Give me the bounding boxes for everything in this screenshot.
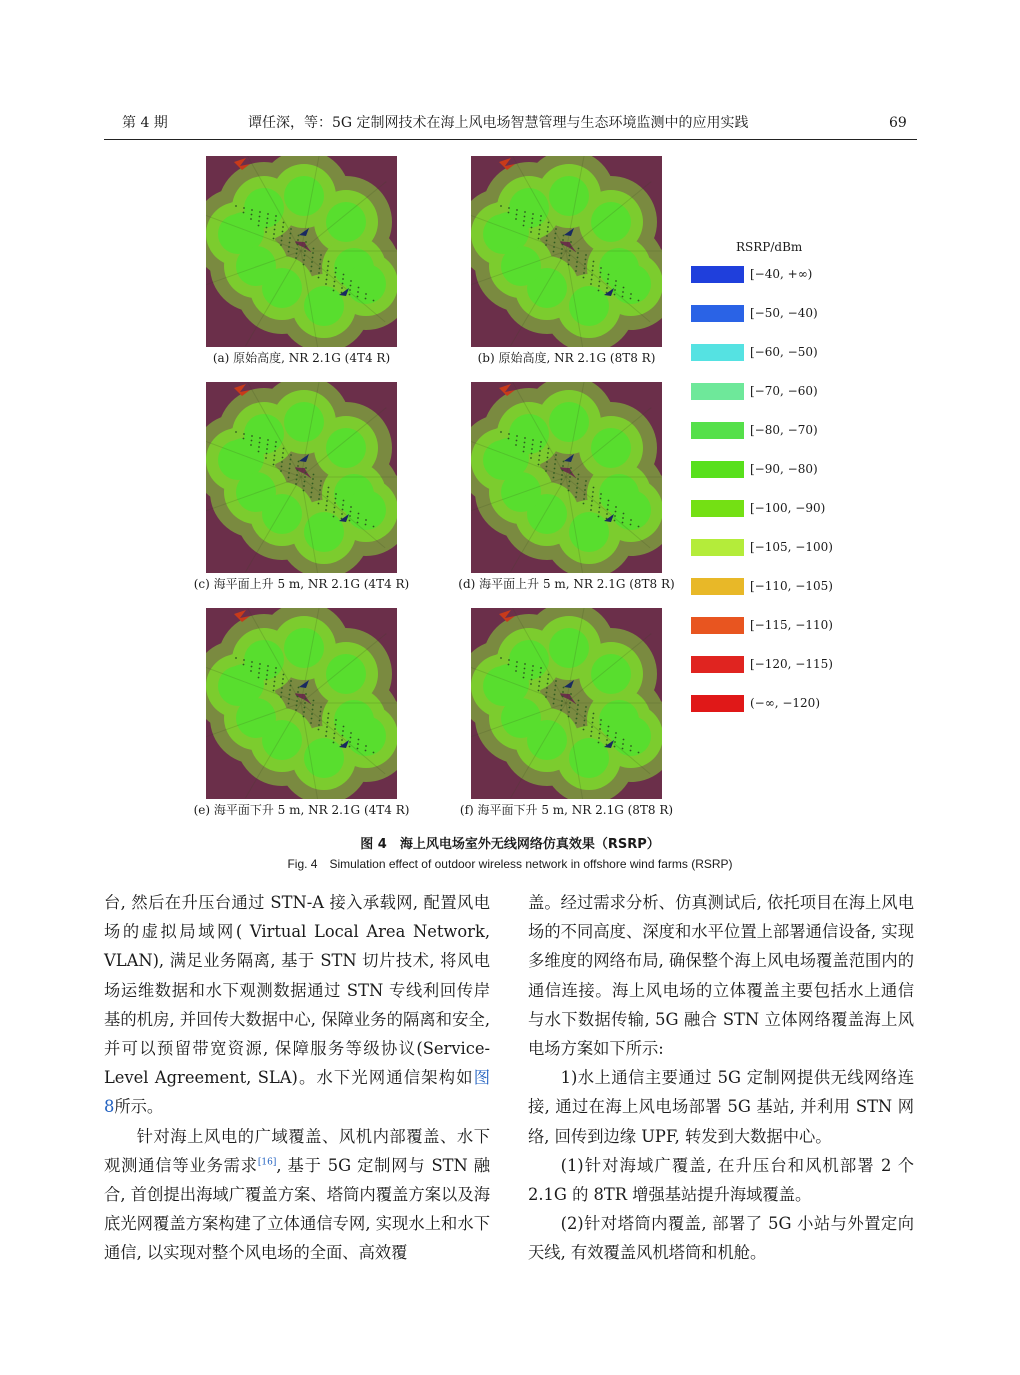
legend-label: [−50, −40) xyxy=(750,306,818,320)
coverage-map-c xyxy=(206,382,397,573)
coverage-map-d xyxy=(471,382,662,573)
paragraph xyxy=(104,1122,490,1268)
legend-swatch xyxy=(691,500,744,517)
legend-label: [−70, −60) xyxy=(750,384,818,398)
figure-caption-en: Fig. 4 Simulation effect of outdoor wireless network in offshore wind farms (RSRP) xyxy=(287,857,733,871)
legend-swatch xyxy=(691,266,744,283)
legend-swatch xyxy=(691,539,744,556)
coverage-map-graphic xyxy=(471,382,662,573)
paragraph xyxy=(104,888,490,1122)
paragraph: 盖。经过需求分析、仿真测试后, 依托项目在海上风电场的不同高度、深度和水平位置上部署通信设备, 实现多维度的网络布局, 确保整个海上风电场覆盖范围内的通信连接。海上风电场的立体覆盖主要包括水上通信与水下数据传输, 5G 融合 STN 立体网络覆盖海上风电场方案如下所示: xyxy=(528,893,914,1059)
coverage-map-graphic xyxy=(471,608,662,799)
coverage-map-e xyxy=(206,608,397,799)
paragraph-text: 针对海上风电的广域覆盖、风机内部覆盖、水下观测通信等业务需求 xyxy=(104,1126,490,1175)
panel-caption-f: (f) 海平面下升 5 m, NR 2.1G (8T8 R) xyxy=(459,803,674,817)
figure-reference-link[interactable]: 图 8 xyxy=(104,1068,490,1117)
legend-swatch xyxy=(691,383,744,400)
paragraph: (1)针对海域广覆盖, 在升压台和风机部署 2 个 2.1G 的 8TR 增强基站提升海域覆盖。 xyxy=(528,1155,914,1205)
coverage-map-graphic xyxy=(206,382,397,573)
coverage-map-f xyxy=(471,608,662,799)
coverage-map-graphic xyxy=(206,608,397,799)
legend-swatch xyxy=(691,695,744,712)
legend-label: [−90, −80) xyxy=(750,462,818,476)
legend-label: [−100, −90) xyxy=(750,501,826,515)
legend-label: [−120, −115) xyxy=(750,657,833,671)
legend-swatch xyxy=(691,656,744,673)
legend-label: [−110, −105) xyxy=(750,579,833,593)
page-number: 69 xyxy=(889,115,907,131)
right-column xyxy=(528,888,914,1268)
coverage-map-a xyxy=(206,156,397,347)
legend-label: [−115, −110) xyxy=(750,618,833,632)
header-rule xyxy=(104,139,917,140)
left-column xyxy=(104,888,490,1268)
legend-swatch xyxy=(691,422,744,439)
coverage-map-graphic xyxy=(471,156,662,347)
figure-caption-cn: 图 4 海上风电场室外无线网络仿真效果（RSRP） xyxy=(360,837,660,852)
paragraph: 1)水上通信主要通过 5G 定制网提供无线网络连接, 通过在海上风电场部署 5G 基站, 并利用 STN 网络, 回传到边缘 UPF, 转发到大数据中心。 xyxy=(528,1068,914,1146)
panel-caption-a: (a) 原始高度, NR 2.1G (4T4 R) xyxy=(212,351,391,365)
paragraph-text: 所示。 xyxy=(114,1097,164,1117)
paragraph: (2)针对塔筒内覆盖, 部署了 5G 小站与外置定向天线, 有效覆盖风机塔筒和机舱。 xyxy=(528,1214,914,1263)
coverage-map-b xyxy=(471,156,662,347)
legend-label: (−∞, −120) xyxy=(750,696,821,710)
legend-title: RSRP/dBm xyxy=(736,240,803,254)
panel-caption-c: (c) 海平面上升 5 m, NR 2.1G (4T4 R) xyxy=(193,577,410,591)
legend-swatch xyxy=(691,461,744,478)
legend-swatch xyxy=(691,305,744,322)
citation-link[interactable]: [16] xyxy=(257,1157,277,1168)
legend-swatch xyxy=(691,344,744,361)
panel-caption-e: (e) 海平面下升 5 m, NR 2.1G (4T4 R) xyxy=(193,803,410,817)
panel-caption-d: (d) 海平面上升 5 m, NR 2.1G (8T8 R) xyxy=(458,577,675,591)
legend-swatch xyxy=(691,578,744,595)
legend-swatch xyxy=(691,617,744,634)
legend-label: [−105, −100) xyxy=(750,540,833,554)
panel-caption-b: (b) 原始高度, NR 2.1G (8T8 R) xyxy=(477,351,656,365)
legend-label: [−40, +∞) xyxy=(750,267,813,281)
coverage-map-graphic xyxy=(206,156,397,347)
paragraph-text: 台, 然后在升压台通过 STN-A 接入承载网, 配置风电场的虚拟局域网( Virtual Local Area Network, VLAN), 满足业务隔离, 基于 STN 切片技术, 将风电场运维数据和水下观测数据通过 STN 专线利回传岸基的机房, 并回传大数据中心, 保障业务的隔离和安全, 并可以预留带宽资源, 保障服务等级协议(Service-Level Agreement, SLA)。水下光网通信架构如 xyxy=(104,893,490,1088)
legend-label: [−80, −70) xyxy=(750,423,818,437)
running-title: 谭任深，等：5G 定制网技术在海上风电场智慧管理与生态环境监测中的应用实践 xyxy=(248,115,749,131)
issue-label: 第 4 期 xyxy=(122,115,168,131)
paragraph-text: , 基于 5G 定制网与 STN 融合, 首创提出海域广覆盖方案、塔筒内覆盖方案以及海底光网覆盖方案构建了立体通信专网, 实现水上和水下通信, 以实现对整个风电场的全面、高效覆 xyxy=(104,1155,490,1263)
legend-label: [−60, −50) xyxy=(750,345,818,359)
